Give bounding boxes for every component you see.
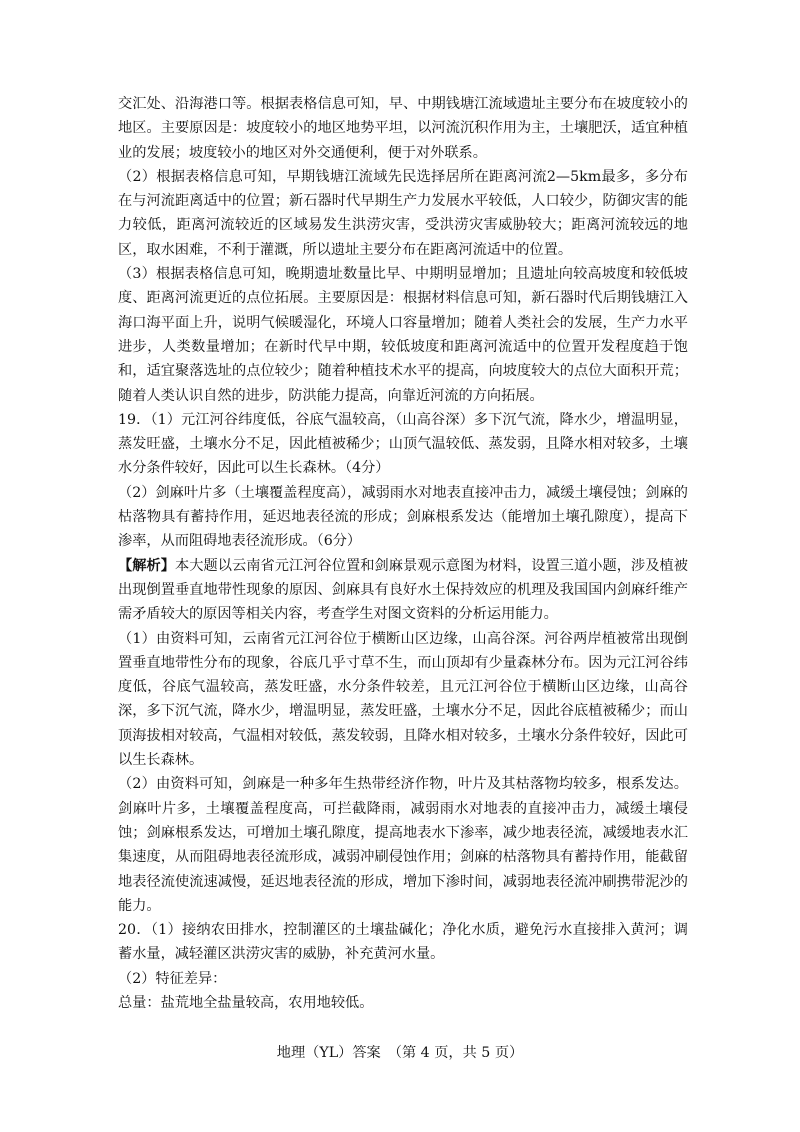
page-footer: 地理（YL）答案 （第 4 页，共 5 页） xyxy=(276,1045,524,1061)
paragraph-q20-total: 总量：盐荒地全盐量较高，农用地较低。 xyxy=(118,994,374,1011)
analysis-text: 本大题以云南省元江河谷位置和剑麻景观示意图为材料，设置三道小题，涉及植被出现倒置垂直地带性现象的原因、剑麻具有良好水土保持效应的机理及我国国内剑麻纤维产需矛盾较大的原因等相关内容，考查学生对图文资料的分析运用能力。 xyxy=(118,557,688,623)
answer-content xyxy=(118,92,688,1015)
paragraph-q20-1: 20．（1）接纳农田排水，控制灌区的土壤盐碱化；净化水质，避免污水直接排入黄河；调蓄水量，减轻灌区洪涝灾害的威胁，补充黄河水量。 xyxy=(118,922,688,963)
paragraph-q19-1: 19．（1）元江河谷纬度低，谷底气温较高，（山高谷深）多下沉气流，降水少，增温明显，蒸发旺盛，土壤水分不足，因此植被稀少；山顶气温较低、蒸发弱，且降水相对较多，土壤水分条件较好，因此可以生长森林。（4分） xyxy=(118,411,688,477)
paragraph-q2-distance: （2）根据表格信息可知，早期钱塘江流域先民选择居所在距离河流2—5km最多，多分布在与河流距离适中的位置；新石器时代早期生产力发展水平较低，人口较少，防御灾害的能力较低，距离河流较近的区域易发生洪涝灾害，受洪涝灾害威胁较大；距离河流较远的地区，取水困难，不利于灌溉，所以遗址主要分布在距离河流适中的位置。 xyxy=(118,168,688,258)
paragraph-location-slope: 交汇处、沿海港口等。根据表格信息可知，早、中期钱塘江流域遗址主要分布在坡度较小的地区。主要原因是：坡度较小的地区地势平坦，以河流沉积作用为主，土壤肥沃，适宜种植业的发展；坡度较小的地区对外交通便利，便于对外联系。 xyxy=(118,96,688,161)
paragraph-q19-2: （2）剑麻叶片多（土壤覆盖程度高），减弱雨水对地表直接冲击力，减缓土壤侵蚀；剑麻的枯落物具有蓄持作用，延迟地表径流的形成；剑麻根系发达（能增加土壤孔隙度），提高下渗率，从而阻碍地表径流形成。（6分） xyxy=(118,484,688,550)
paragraph-analysis-2: （2）由资料可知，剑麻是一种多年生热带经济作物，叶片及其枯落物均较多，根系发达。剑麻叶片多，土壤覆盖程度高，可拦截降雨，减弱雨水对地表的直接冲击力，减缓土壤侵蚀；剑麻根系发达，可增加土壤孔隙度，提高地表水下渗率，减少地表径流，减缓地表水汇集速度，从而阻碍地表径流形成，减弱冲刷侵蚀作用；剑麻的枯落物具有蓄持作用，能截留地表径流使流速减慢，延迟地表径流的形成，增加下渗时间，减弱地表径流冲刷携带泥沙的能力。 xyxy=(118,776,688,914)
paragraph-q20-2-heading: （2）特征差异： xyxy=(118,970,227,987)
paragraph-analysis-1: （1）由资料可知，云南省元江河谷位于横断山区边缘，山高谷深。河谷两岸植被常出现倒置垂直地带性分布的现象，谷底几乎寸草不生，而山顶却有少量森林分布。因为元江河谷纬度低，谷底气温较高，蒸发旺盛，水分条件较差，且元江河谷位于横断山区边缘，山高谷深，多下沉气流，降水少，增温明显，蒸发旺盛，土壤水分不足，因此谷底植被稀少；而山顶海拔相对较高，气温相对较低，蒸发较弱，且降水相对较多，土壤水分条件较好，因此可以生长森林。 xyxy=(118,630,688,769)
analysis-tag: 【解析】 xyxy=(118,557,176,574)
paragraph-q3-late-sites: （3）根据表格信息可知，晚期遗址数量比早、中期明显增加；且遗址向较高坡度和较低坡度、距离河流更近的点位拓展。主要原因是：根据材料信息可知，新石器时代后期钱塘江入海口海平面上升，说明气候暖湿化，环境人口容量增加；随着人类社会的发展，生产力水平进步，人类数量增加；在新时代早中期，较低坡度和距离河流适中的位置开发程度趋于饱和，适宜聚落选址的点位较少；随着种植技术水平的提高，向坡度较大的点位大面积开荒；随着人类认识自然的进步，防洪能力提高，向靠近河流的方向拓展。 xyxy=(118,266,688,404)
paragraph-analysis xyxy=(118,554,688,627)
